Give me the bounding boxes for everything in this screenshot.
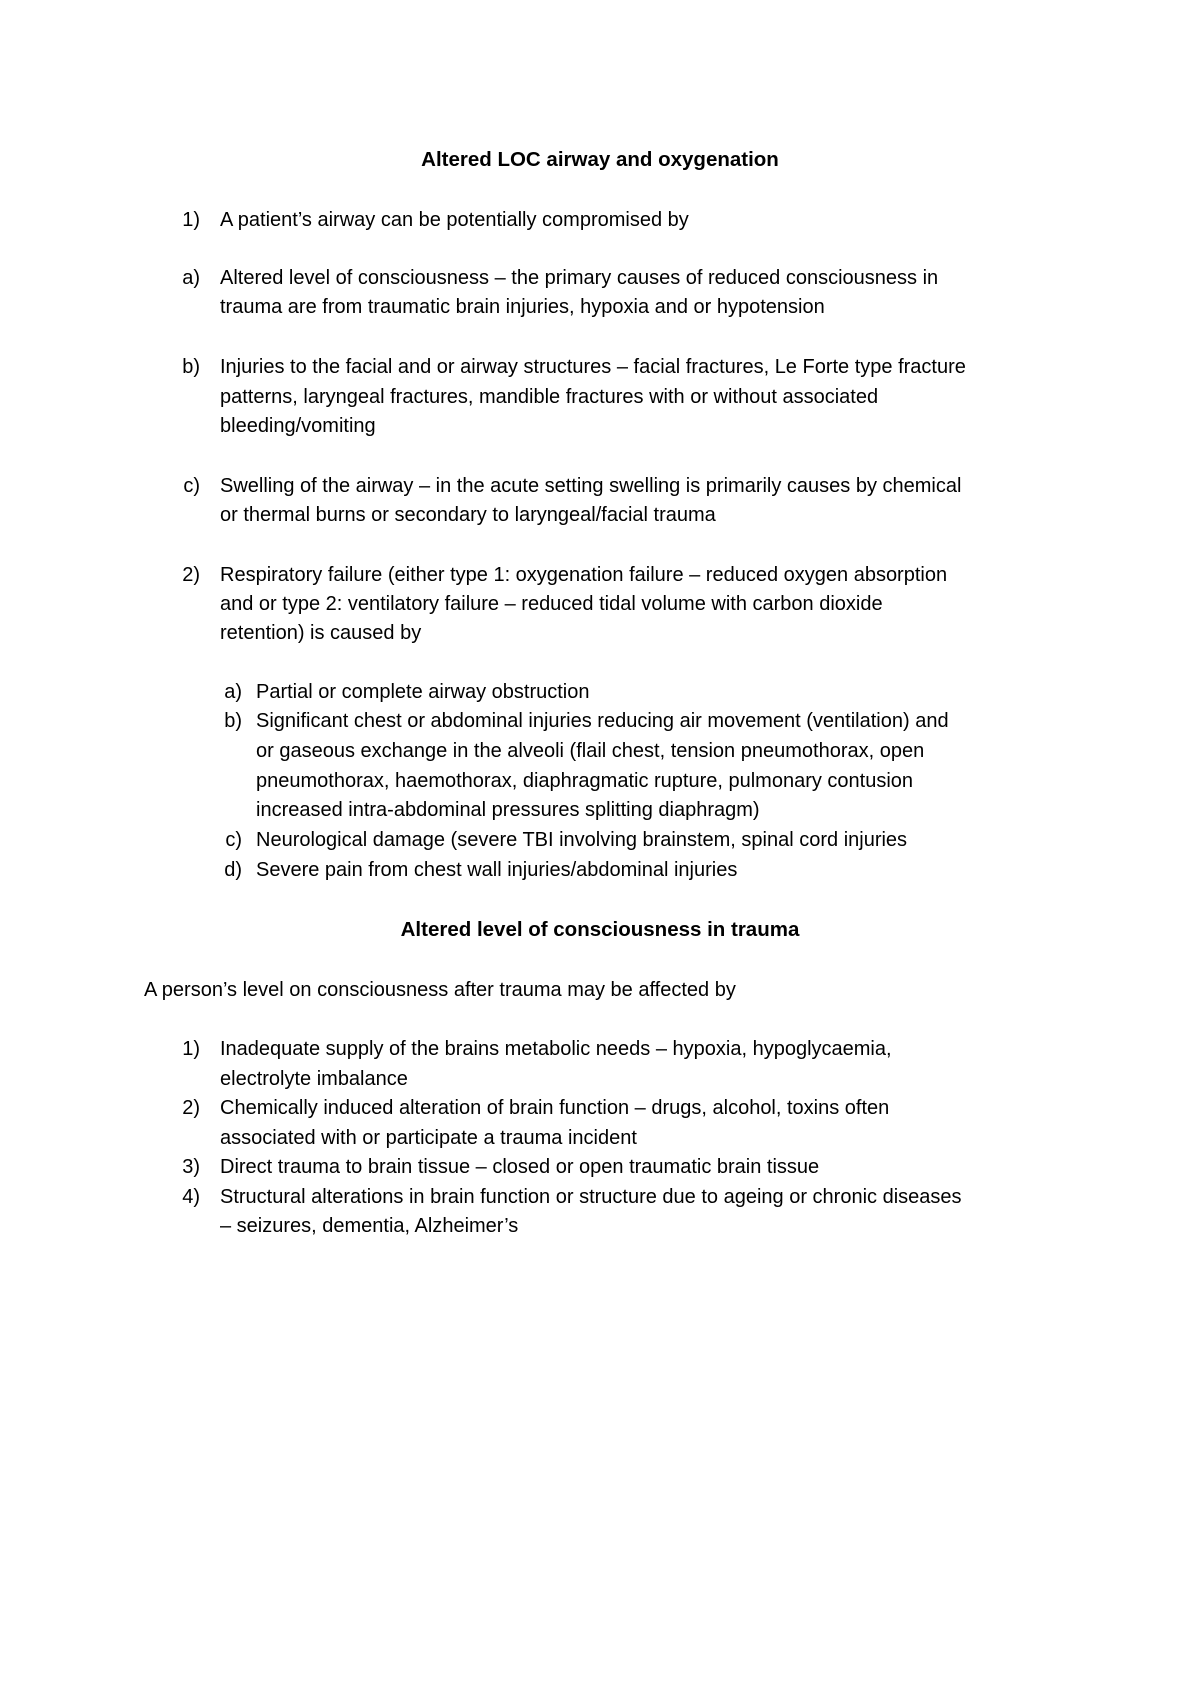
- list-marker: b): [182, 356, 200, 378]
- list-item-line: – seizures, dementia, Alzheimer’s: [220, 1215, 519, 1237]
- list-item-line: or thermal burns or secondary to laryngeal/facial trauma: [220, 504, 716, 526]
- list-marker: c): [225, 829, 242, 851]
- list-item-line: Inadequate supply of the brains metabolic needs – hypoxia, hypoglycaemia,: [220, 1038, 892, 1060]
- list-item-line: Injuries to the facial and or airway structures – facial fractures, Le Forte type fracture: [220, 356, 966, 378]
- list-item-line: Direct trauma to brain tissue – closed or open traumatic brain tissue: [220, 1156, 820, 1178]
- list-marker: 3): [182, 1156, 200, 1178]
- list-item-line: bleeding/vomiting: [220, 415, 376, 437]
- list-item-line: Chemically induced alteration of brain function – drugs, alcohol, toxins often: [220, 1097, 890, 1119]
- list-item-line: or gaseous exchange in the alveoli (flail chest, tension pneumothorax, open: [256, 740, 925, 762]
- list-marker: d): [224, 859, 242, 881]
- list-item-line: Partial or complete airway obstruction: [256, 681, 590, 703]
- intro-text: A person’s level on consciousness after trauma may be affected by: [144, 979, 736, 1001]
- section-2-line: and or type 2: ventilatory failure – reduced tidal volume with carbon dioxide: [220, 593, 883, 615]
- list-marker: 1): [182, 1038, 200, 1060]
- list-item-line: increased intra-abdominal pressures splitting diaphragm): [256, 799, 760, 821]
- list-item-line: trauma are from traumatic brain injuries, hypoxia and or hypotension: [220, 296, 825, 318]
- list-item-line: Neurological damage (severe TBI involving brainstem, spinal cord injuries: [256, 829, 908, 851]
- list-item-line: Altered level of consciousness – the primary causes of reduced consciousness in: [220, 267, 939, 289]
- list-item-line: pneumothorax, haemothorax, diaphragmatic rupture, pulmonary contusion: [256, 770, 914, 792]
- list-marker: c): [183, 475, 200, 497]
- section-2-line: retention) is caused by: [220, 622, 422, 644]
- section-2-line: Respiratory failure (either type 1: oxygenation failure – reduced oxygen absorption: [220, 564, 948, 586]
- list-item-line: patterns, laryngeal fractures, mandible fractures with or without associated: [220, 386, 879, 408]
- section-1-text: A patient’s airway can be potentially compromised by: [220, 209, 689, 231]
- list-marker: 1): [182, 209, 200, 231]
- list-marker: 2): [182, 564, 200, 586]
- list-item-line: Severe pain from chest wall injuries/abdominal injuries: [256, 859, 738, 881]
- list-item-line: Structural alterations in brain function or structure due to ageing or chronic diseases: [220, 1186, 962, 1208]
- list-item-line: associated with or participate a trauma incident: [220, 1127, 637, 1149]
- list-item-line: Significant chest or abdominal injuries reducing air movement (ventilation) and: [256, 710, 949, 732]
- list-item-line: electrolyte imbalance: [220, 1068, 408, 1090]
- list-item-line: Swelling of the airway – in the acute setting swelling is primarily causes by chemical: [220, 475, 962, 497]
- list-marker: a): [224, 681, 242, 703]
- list-marker: b): [224, 710, 242, 732]
- list-marker: 4): [182, 1186, 200, 1208]
- list-marker: 2): [182, 1097, 200, 1119]
- section-heading: Altered level of consciousness in trauma: [400, 918, 800, 941]
- document-title: Altered LOC airway and oxygenation: [421, 148, 779, 171]
- list-marker: a): [182, 267, 200, 289]
